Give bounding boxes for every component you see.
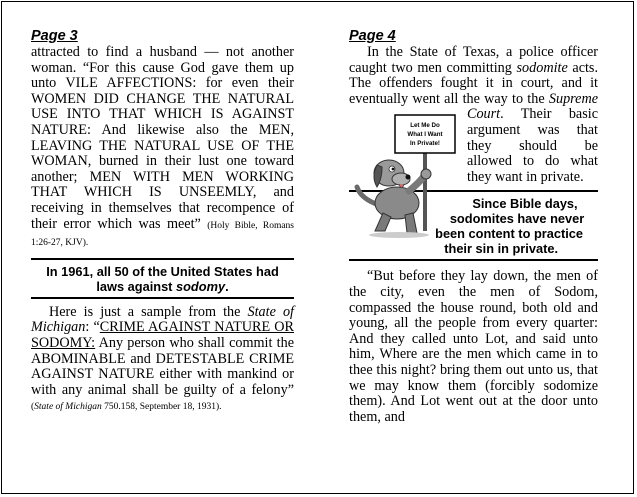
michigan-citation <box>31 402 222 412</box>
dog-with-sign-icon <box>349 113 461 241</box>
left-callout-end: . <box>225 278 229 294</box>
left-paragraph-2 <box>31 305 294 416</box>
sign-line-3: In Private! <box>410 140 440 148</box>
left-paragraph-1 <box>31 45 294 252</box>
left-callout-text: In 1961, all 50 of the United States had laws against <box>46 263 279 294</box>
right-p1-t5: . Their basic argument was that they should be allowed to do what they want in private. <box>467 106 598 185</box>
page-3-label: Page 3 <box>31 28 78 44</box>
right-p1-sodomite: sodomite <box>516 59 568 76</box>
left-p2-heading: CRIME AGAINST NATURE OR SODOMY: <box>31 319 294 351</box>
left-p2-state: State of Michigan <box>31 303 295 336</box>
sign-line-1: Let Me Do <box>410 122 440 130</box>
right-p1-t1: In the State of Texas, a police officer caught two men committing <box>349 44 598 76</box>
right-paragraph-1 <box>349 45 598 185</box>
left-p2-t5: Any person who shall commit the ABOMINABLE and DETESTABLE CRIME AGAINST NATURE either with mankind or with any animal shall be guilty of a felony” <box>31 334 294 398</box>
right-p1-t3: acts. The offenders fought it in court, and it eventually went all the way to the <box>349 59 598 107</box>
left-page-column <box>31 28 294 416</box>
michigan-citation-rest: 750.158, September 18, 1931). <box>101 402 222 413</box>
left-p1-text: attracted to find a husband — not another woman. “For this cause God gave them up unto VILE AFFECTIONS: for even their WOMEN DID CHANGE THE NATURAL USE INTO THAT WHICH IS AGAINST NATURE: And likewise also the MEN, LEAVING THE NATURAL USE OF THE WOMAN, burned in their lust one toward another; MEN WITH MEN WORKING THAT WHICH IS UNSEEMLY, and receiving in themselves that recompence of their error which was meet” <box>31 44 294 232</box>
michigan-citation-open: ( <box>31 402 35 413</box>
left-p2-t3: : “ <box>85 319 100 336</box>
right-page-column <box>349 28 598 425</box>
right-callout: Since Bible days, sodomites have never been content to practice their sin in private. <box>349 190 598 261</box>
left-callout <box>31 258 294 299</box>
right-p1-supreme-court: Supreme Court <box>467 90 598 123</box>
sign-line-2: What I Want <box>407 131 443 139</box>
page-4-label: Page 4 <box>349 28 396 44</box>
romans-citation: (Holy Bible, Romans 1:26-27, KJV). <box>31 220 294 249</box>
left-p2-t1: Here is just a sample from the <box>49 303 248 320</box>
left-callout-emphasis: sodomy <box>176 278 226 294</box>
right-paragraph-2: “But before they lay down, the men of the city, even the men of Sodom, compassed the house round, both old and young, all the people from every quarter: And they called unto Lot, and said unto him, Where are the men which came in to thee this night? bring them out unto us, that we may know them (forcibly sodomize them). And Lot went out at the door unto them, and <box>349 268 598 425</box>
dog-with-sign-illustration <box>349 113 461 243</box>
michigan-citation-state: State of Michigan <box>34 402 102 413</box>
